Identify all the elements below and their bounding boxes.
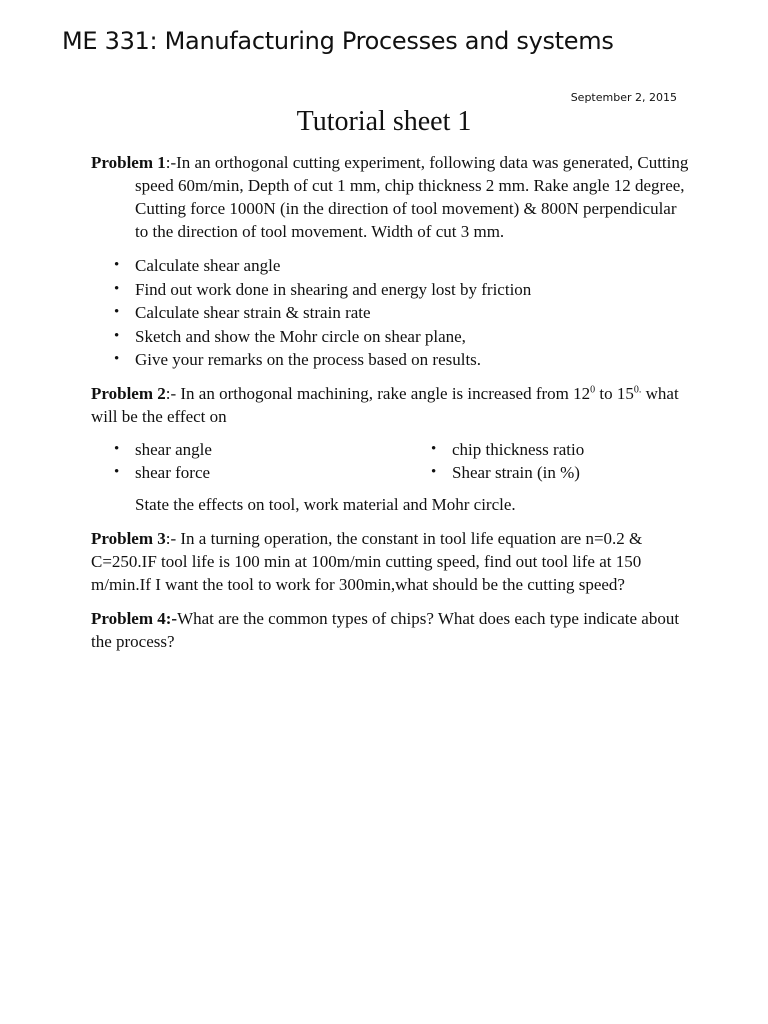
- problem-2-text-middle: to 15: [595, 383, 634, 403]
- problem-2-bullet-list-left: [91, 438, 408, 485]
- bullet-icon: •: [431, 464, 437, 480]
- problem-2: [91, 382, 691, 428]
- problem-2-text: :- In an orthogonal machining, rake angle is increased from 12: [165, 383, 591, 403]
- problem-2-bullet-list-right: [408, 438, 691, 485]
- problem-3: [91, 527, 691, 596]
- list-item: [91, 301, 691, 325]
- problem-1-bullet-list: [91, 254, 691, 372]
- problem-1: [91, 151, 691, 243]
- list-item: [91, 325, 691, 349]
- superscript-degree: 0.: [633, 383, 642, 395]
- bullet-icon: •: [114, 304, 120, 320]
- bullet-icon: •: [114, 464, 120, 480]
- list-item-text: Find out work done in shearing and energy lost by friction: [135, 279, 532, 299]
- bullet-icon: •: [431, 440, 437, 457]
- list-item-text: Give your remarks on the process based on results.: [135, 350, 482, 369]
- course-title: ME 331: Manufacturing Processes and systems: [62, 27, 614, 55]
- list-item: [91, 461, 408, 485]
- problem-3-text: :- In a turning operation, the constant in tool life equation are n=0.2 & C=250.IF tool life is 100 min at 100m/min cutting speed, find out tool life at 150 m/min.If I want the tool to work for 300min,what should be the cutting speed?: [91, 528, 643, 594]
- list-item-text: shear angle: [135, 439, 212, 459]
- problem-1-text: :-In an orthogonal cutting experiment, following data was generated, Cutting speed 60m/min, Depth of cut 1 mm, chip thickness 2 mm. Rake angle 12 degree, Cutting force 1000N (in the direction of tool movement) & 800N perpendicular to the direction of tool movement. Width of cut 3 mm.: [135, 153, 689, 241]
- bullet-column-right: [408, 438, 691, 485]
- list-item-text: Calculate shear angle: [135, 256, 281, 275]
- problem-4-label: Problem 4:-: [91, 608, 178, 628]
- bullet-icon: •: [114, 351, 120, 367]
- list-item-text: chip thickness ratio: [452, 439, 585, 459]
- problem-2-bullet-columns: [91, 438, 691, 485]
- bullet-icon: •: [114, 257, 120, 273]
- document-body: [91, 151, 691, 664]
- list-item-text: Calculate shear strain & strain rate: [135, 303, 371, 322]
- problem-2-effects: State the effects on tool, work material and Mohr circle.: [135, 494, 516, 514]
- problem-2-text-end: what will be the effect on: [91, 383, 679, 426]
- bullet-icon: •: [114, 440, 120, 457]
- list-item-text: Sketch and show the Mohr circle on shear plane,: [135, 326, 466, 346]
- list-item: [91, 254, 691, 278]
- sheet-title: Tutorial sheet 1: [296, 106, 472, 137]
- problem-1-label: Problem 1: [91, 153, 166, 172]
- list-item: [91, 278, 691, 302]
- problem-4-text: What are the common types of chips? What does each type indicate about the process?: [91, 608, 680, 651]
- list-item: [408, 438, 691, 462]
- document-date: September 2, 2015: [570, 91, 677, 104]
- list-item: [91, 348, 691, 372]
- list-item: [408, 461, 691, 485]
- problem-2-label: Problem 2: [91, 383, 166, 403]
- superscript-degree: 0: [590, 383, 596, 395]
- bullet-column-left: [91, 438, 408, 485]
- problem-3-label: Problem 3: [91, 528, 166, 548]
- list-item-text: Shear strain (in %): [452, 463, 580, 482]
- bullet-icon: •: [114, 327, 120, 344]
- bullet-icon: •: [114, 280, 120, 297]
- list-item: [91, 438, 408, 462]
- problem-4: [91, 607, 691, 653]
- list-item-text: shear force: [135, 463, 211, 482]
